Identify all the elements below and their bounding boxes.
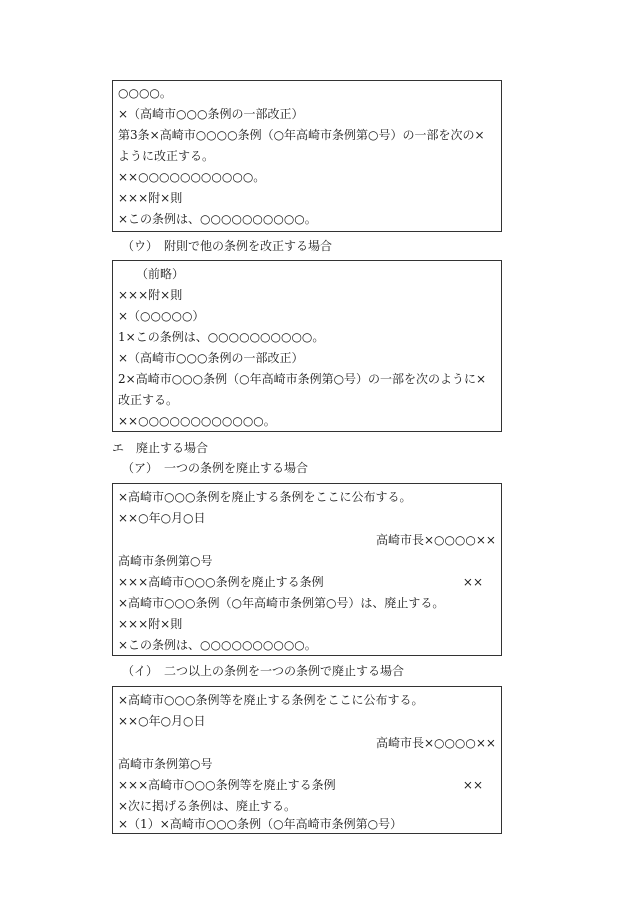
box-text-line: ×次に掲げる条例は、廃止する。	[118, 799, 297, 813]
ordinance-title: ×××高崎市○○○条例を廃止する条例	[118, 575, 324, 589]
example-box-repeal-single	[112, 483, 502, 656]
box-text-line: ×この条例は、○○○○○○○○○○。	[118, 212, 317, 226]
box-text-line: ×（○○○○○）	[118, 309, 205, 323]
box-text-line: ×高崎市○○○条例等を廃止する条例をここに公布する。	[118, 693, 424, 707]
ordinance-title: ×××高崎市○○○条例等を廃止する条例	[118, 778, 336, 792]
section-heading-e: エ 廃止する場合	[112, 441, 209, 455]
box-text-line: ○○○○。	[118, 86, 172, 100]
box-text-line: 2×高崎市○○○条例（○年高崎市条例第○号）の一部を次のように×	[118, 372, 487, 386]
box-text-line: 第3条×高崎市○○○○条例（○年高崎市条例第○号）の一部を次の×	[118, 128, 485, 142]
ordinance-number: 高崎市条例第○号	[118, 554, 213, 568]
promulgation-date: ××○年○月○日	[118, 714, 206, 728]
ordinance-number: 高崎市条例第○号	[118, 757, 213, 771]
box-text-line: ように改正する。	[118, 149, 215, 163]
example-box-supplementary-amendment	[112, 260, 502, 432]
box-text-line: ×高崎市○○○条例を廃止する条例をここに公布する。	[118, 490, 412, 504]
box-text-line: 1×この条例は、○○○○○○○○○○。	[118, 330, 325, 344]
box-text-line: ××○○○○○○○○○○○○。	[118, 414, 276, 428]
box-text-line: ×（高崎市○○○条例の一部改正）	[118, 107, 304, 121]
box-text-line: ×××附×則	[118, 617, 183, 631]
box-text-line: ××○○○○○○○○○○○。	[118, 170, 266, 184]
section-heading-a: （ア） 一つの条例を廃止する場合	[122, 461, 309, 475]
box-text-line: （前略）	[118, 267, 185, 281]
example-box-amendment	[112, 80, 502, 232]
box-text-line: ×この条例は、○○○○○○○○○○。	[118, 638, 317, 652]
mayor-signature-line: 高崎市長×○○○○××	[375, 533, 496, 547]
box-text-line: ×××附×則	[118, 288, 183, 302]
section-heading-u: （ウ） 附則で他の条例を改正する場合	[122, 239, 333, 253]
ordinance-title-trailer: ××	[462, 575, 483, 589]
box-text-line: ×高崎市○○○条例（○年高崎市条例第○号）は、廃止する。	[118, 596, 445, 610]
mayor-signature-line: 高崎市長×○○○○××	[375, 736, 496, 750]
ordinance-title-trailer: ××	[462, 778, 483, 792]
box-text-line: ×（高崎市○○○条例の一部改正）	[118, 351, 304, 365]
box-text-line: 改正する。	[118, 393, 179, 407]
example-box-repeal-multiple	[112, 686, 502, 834]
box-text-line: ×（1）×高崎市○○○条例（○年高崎市条例第○号）	[118, 817, 403, 831]
box-text-line: ×××附×則	[118, 191, 183, 205]
promulgation-date: ××○年○月○日	[118, 511, 206, 525]
section-heading-i: （イ） 二つ以上の条例を一つの条例で廃止する場合	[122, 664, 405, 678]
